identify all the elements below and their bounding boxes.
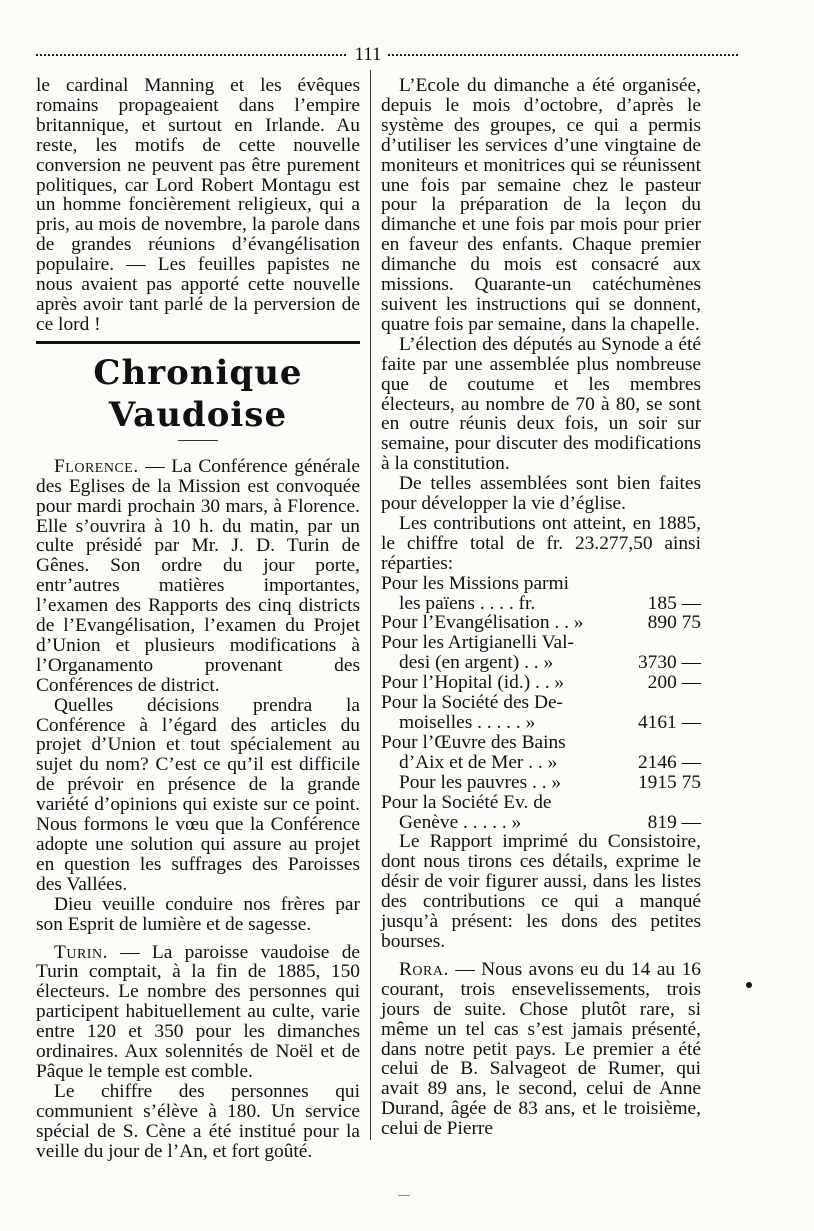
contribution-amount — [611, 693, 701, 713]
ornament-line-left — [36, 54, 346, 56]
paragraph-florence: Florence. — La Conférence générale des Eglises de la Mission est convoquée pour mardi prochain 30 mars, à Florence. Elle s’ouvrira à 10 h. du matin, par un culte présidé par Mr. J. D. Turin de Gênes. Son ordre du jour porte, entr’autres matières importantes, l’examen des Rapports des cinq districts de l’Evangélisation, l’examen du Projet d’Union et plusieurs modifications à l’Organamento provenant des Conférences de district. — [36, 455, 360, 696]
dateline-turin: Turin. — [54, 941, 108, 963]
contribution-amount: 200 — — [647, 672, 701, 694]
ornament-line-right — [388, 54, 738, 56]
table-row — [381, 713, 701, 733]
paragraph-chiffre: Le chiffre des personnes qui communient s’élève à 180. Un service spécial de S. Cène a été institué pour la veille du jour de l’An, et fort goûté. — [36, 1080, 360, 1162]
column-divider — [370, 70, 371, 1140]
contribution-amount: 819 — — [647, 811, 701, 833]
contribution-label: Pour les Artigianelli Val- — [381, 632, 574, 654]
contribution-label: Genève . . . . . » — [399, 811, 522, 833]
page-number: 111 — [354, 44, 382, 65]
paragraph-rora: Rora. — Nous avons eu du 14 au 16 courant, trois ensevelissements, trois jours de suite. Chose plutôt rare, si même un tel cas s’est jamais présenté, dans notre petit pays. Le premier a été celui de B. Salvageot de Rumer, qui avait 89 ans, le second, celui de Anne Durand, âgée de 83 ans, et le troisième, celui de Pierre — [381, 958, 701, 1140]
dateline-rora: Rora. — [399, 958, 449, 980]
contribution-label: Pour l’Hopital (id.) . . » — [381, 672, 565, 694]
dateline-florence: Florence. — [54, 455, 139, 477]
contribution-label: Pour les Missions parmi — [381, 572, 569, 594]
contribution-label: moiselles . . . . . » — [399, 712, 536, 733]
paragraph-rapport: Le Rapport imprimé du Consistoire, dont nous tirons ces détails, exprime le désir de voir figurer aussi, dans les listes des contributions ce qui a manqué jusqu’à présent: les dons des petites bourses. — [381, 831, 701, 952]
paragraph-contributions: Les contributions ont atteint, en 1885, le chiffre total de fr. 23.277,50 ainsi réparties: — [381, 512, 701, 574]
table-row — [381, 653, 701, 673]
contribution-amount: 4161 — — [637, 712, 701, 733]
contribution-amount: 185 — — [647, 592, 701, 614]
contribution-label: Pour les pauvres . . » — [399, 771, 562, 793]
table-row — [381, 633, 701, 653]
right-column — [381, 76, 701, 1139]
paragraph-ecole: L’Ecole du dimanche a été organisée, depuis le mois d’octobre, d’après le système des groupes, ce qui a permis d’utiliser les services d’une vingtaine de moniteurs et monitrices qui se réunissent une fois par semaine chez le pasteur pour la préparation de la leçon du dimanche et une fois par mois pour prier en faveur des enfants. Chaque premier dimanche du mois est consacré aux missions. Quarante-un catéchumènes suivent les instructions qui se donnent, quatre fois par semaine, dans la chapelle. — [381, 75, 701, 335]
contribution-amount — [611, 733, 701, 753]
paragraph-election: L’élection des députés au Synode a été faite par une assemblée plus nombreuse que de coutume et les membres électeurs, au nombre de 70 à 80, se sont en outre réunis deux fois, un soir sur semaine, pour discuter des modifications à la constitution. — [381, 333, 701, 475]
contribution-amount — [611, 633, 701, 653]
title-divider — [178, 440, 218, 441]
table-row — [381, 813, 701, 833]
contribution-amount: 890 75 — [647, 612, 701, 634]
paragraph-manning: le cardinal Manning et les évêques romains propageaient dans l’empire britannique, et surtout en Irlande. Au reste, les motifs de cette nouvelle conversion ne peuvent pas être purement politiques, car Lord Robert Montagu est un homme foncièrement religieux, qui a pris, au mois de novembre, la parole dans de grandes réunions d’évangélisation populaire. — Les feuilles papistes ne nous avaient pas apporté cette nouvelle après avoir tant parlé de la perversion de ce lord ! — [36, 75, 360, 335]
contribution-amount: 1915 75 — [637, 771, 701, 793]
table-row — [381, 793, 701, 813]
page-header — [36, 44, 738, 66]
paragraph-turin: Turin. — La paroisse vaudoise de Turin comptait, à la fin de 1885, 150 électeurs. Le nombre des personnes qui participent habituellement au culte, varie entre 120 et 350 pour les dimanches ordinaires. Aux solennités de Noël et de Pâque le temple est comble. — [36, 941, 360, 1082]
contribution-amount — [611, 574, 701, 594]
table-row — [381, 673, 701, 693]
section-rule — [36, 341, 360, 344]
paragraph-quelles: Quelles décisions prendra la Conférence à l’égard des articles du projet d’Union et tout spécialement au sujet du nom? C’est ce qu’il est difficile de prévoir en présence de la grande variété d’opinions qui existe sur ce point. Nous formons le vœu que la Conférence adopte une solution qui assure au projet en question les suffrages des Paroisses des Vallées. — [36, 694, 360, 895]
table-row — [381, 773, 701, 793]
contribution-label: Pour l’Evangélisation . . » — [381, 612, 584, 634]
table-row — [381, 594, 701, 614]
left-column — [36, 76, 360, 1162]
contribution-label: d’Aix et de Mer . . » — [399, 751, 558, 773]
table-row — [381, 613, 701, 633]
contributions-table — [381, 574, 701, 833]
contribution-amount: 3730 — — [637, 652, 701, 674]
contribution-label: Pour l’Œuvre des Bains — [381, 731, 566, 753]
ink-speck — [746, 982, 752, 988]
contribution-label: Pour la Société des De- — [381, 692, 564, 714]
bottom-mark — [398, 1195, 410, 1196]
contribution-label: les païens . . . . fr. — [399, 592, 536, 614]
table-row — [381, 693, 701, 713]
paragraph-dieu: Dieu veuille conduire nos frères par son Esprit de lumière et de sagesse. — [36, 893, 360, 935]
contribution-label: Pour la Société Ev. de — [381, 791, 552, 813]
contribution-amount — [611, 793, 701, 813]
paragraph-telles: De telles assemblées sont bien faites pour développer la vie d’église. — [381, 473, 701, 515]
table-row — [381, 733, 701, 753]
contribution-amount: 2146 — — [637, 751, 701, 773]
table-row — [381, 753, 701, 773]
table-row — [381, 574, 701, 594]
contribution-label: desi (en argent) . . » — [399, 652, 554, 674]
section-title: Chronique Vaudoise — [93, 352, 303, 435]
